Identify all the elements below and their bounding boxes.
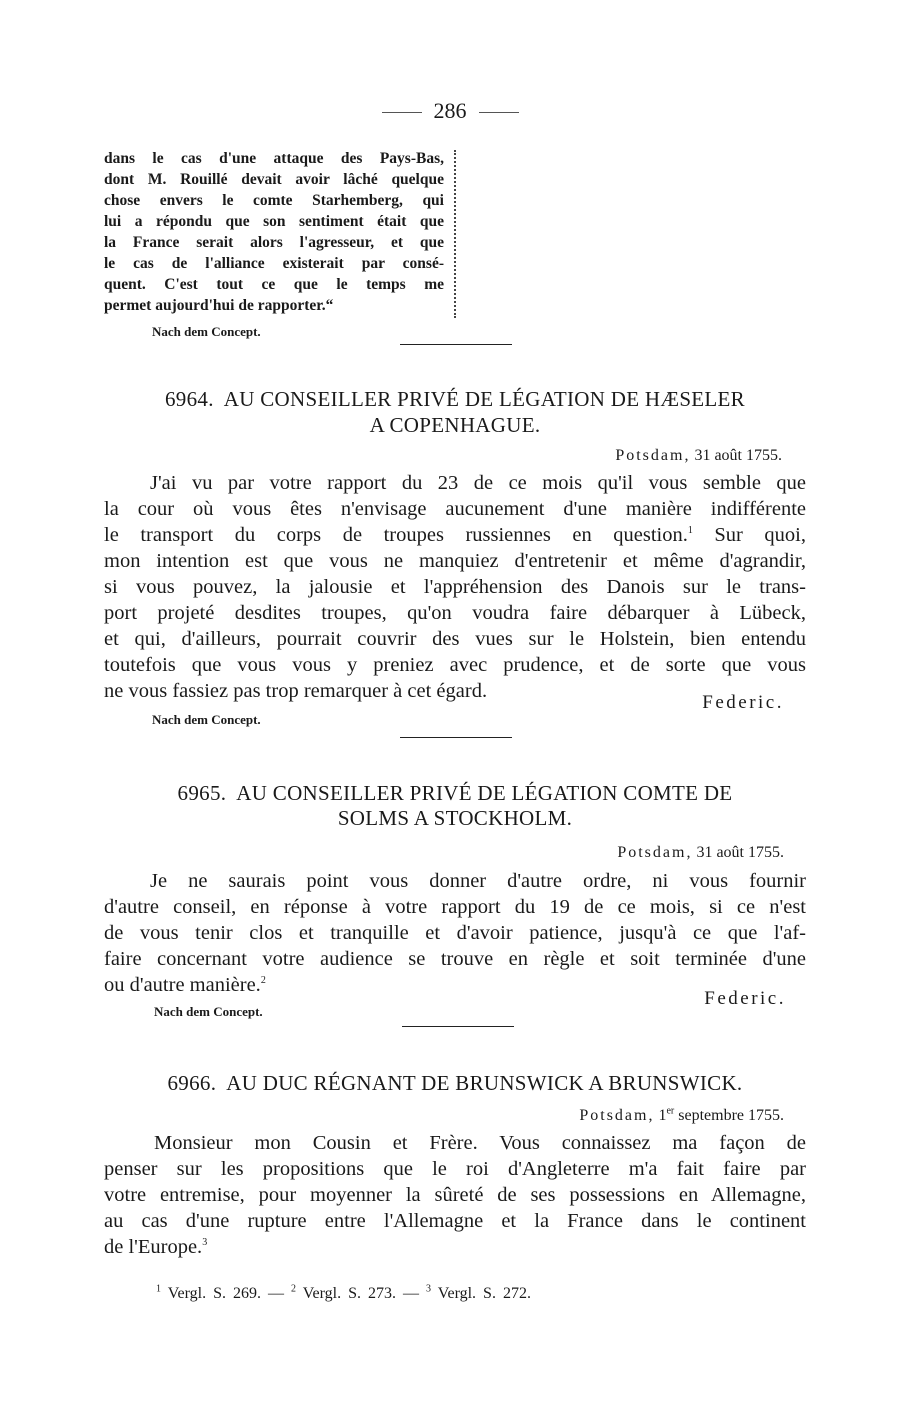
dateline-ordinal-suffix: er	[666, 1105, 675, 1117]
footnotes	[156, 1284, 531, 1304]
section-divider	[400, 344, 512, 345]
footnote-ref: 2	[260, 975, 266, 987]
dateline-date: 31 août 1755.	[696, 844, 784, 861]
body-line: de vous tenir clos et tranquille et d'avoir patience, jusqu'à ce que l'af-	[104, 922, 806, 944]
letter-recipient: AU CONSEILLER PRIVÉ DE LÉGATION DE HÆSELER	[223, 387, 745, 411]
signature: Federic.	[704, 988, 786, 1009]
body-line: J'ai vu par votre rapport du 23 de ce mois qu'il vous semble que	[150, 472, 806, 494]
body-line: mon intention est que vous ne manquiez d'entretenir et même d'agrandir,	[104, 550, 806, 572]
letter-recipient: AU CONSEILLER PRIVÉ DE LÉGATION COMTE DE	[236, 781, 733, 805]
letter-heading-line2: A COPENHAGUE.	[369, 413, 541, 437]
quote-line: le cas de l'alliance existerait par consé-	[104, 255, 444, 272]
header-dash-left	[382, 112, 422, 113]
page-header	[0, 98, 900, 124]
body-line-part: ou d'autre manière.	[104, 974, 261, 996]
dateline	[579, 1106, 784, 1126]
body-line-part: de l'Europe.	[104, 1236, 203, 1258]
continued-quote	[104, 148, 444, 316]
body-line-with-note	[104, 972, 806, 998]
dateline-date: septembre 1755.	[678, 1107, 784, 1124]
footnote-separator: —	[267, 1285, 284, 1302]
section-divider	[400, 737, 512, 738]
letter-body	[104, 470, 806, 704]
body-line: ne vous fassiez pas trop remarquer à cet égard.	[104, 680, 488, 702]
body-line-with-note	[104, 1234, 806, 1260]
body-line: si vous pouvez, la jalousie et l'appréhension des Danois sur le trans-	[104, 576, 806, 598]
body-line: port projeté desdites troupes, qu'on voudra faire débarquer à Lübeck,	[104, 602, 806, 624]
letter-heading-line2: SOLMS A STOCKHOLM.	[337, 806, 573, 830]
dateline-place: Potsdam,	[615, 447, 691, 464]
quote-line: quent. C'est tout ce que le temps me	[104, 276, 444, 293]
quote-line: permet aujourd'hui de rapporter.“	[104, 297, 334, 314]
quote-line: la France serait alors l'agresseur, et que	[104, 234, 444, 251]
footnote-text: Vergl. S. 272.	[437, 1285, 531, 1302]
body-line: au cas d'une rupture entre l'Allemagne et la France dans le continent	[104, 1210, 806, 1232]
dateline	[617, 843, 784, 863]
letter-heading	[104, 386, 806, 412]
quote-line: dont M. Rouillé devait avoir lâché quelque	[104, 171, 444, 188]
body-line: et qui, d'ailleurs, pourrait couvrir des vues sur le Holstein, bien entendu	[104, 628, 806, 650]
header-dash-right	[479, 112, 519, 113]
quote-line: dans le cas d'une attaque des Pays-Bas,	[104, 150, 444, 167]
body-line: toutefois que vous vous y preniez avec prudence, et de sorte que vous	[104, 654, 806, 676]
footnote-marker: 3	[425, 1283, 431, 1295]
letter-body	[104, 868, 806, 998]
body-line: la cour où vous êtes n'envisage aucunement d'une manière indifférente	[104, 498, 806, 520]
body-line: faire concernant votre audience se trouve en règle et soit terminée d'une	[104, 948, 806, 970]
letter-heading	[104, 1070, 806, 1096]
letter-body	[104, 1130, 806, 1260]
footnote-separator: —	[402, 1285, 419, 1302]
column-dotted-rule	[454, 150, 456, 318]
letter-number: 6965.	[177, 781, 227, 805]
body-line: votre entremise, pour moyenner la sûreté de ses possessions en Allemagne,	[104, 1184, 806, 1206]
signature: Federic.	[702, 692, 784, 713]
dateline-ordinal: 1	[658, 1107, 667, 1124]
page-number: 286	[433, 98, 467, 123]
body-line-part: le transport du corps de troupes russiennes en question.	[104, 524, 688, 546]
dateline-date: 31 août 1755.	[694, 447, 782, 464]
letter-number: 6964.	[165, 387, 214, 411]
body-line-part: Sur quoi,	[714, 524, 806, 546]
letter-number: 6966.	[167, 1071, 217, 1095]
footnote-text: Vergl. S. 273.	[302, 1285, 396, 1302]
quote-line: lui a répondu que son sentiment était que	[104, 213, 444, 230]
source-note: Nach dem Concept.	[152, 324, 261, 339]
source-note: Nach dem Concept.	[152, 712, 261, 727]
footnote-marker: 2	[290, 1283, 296, 1295]
body-line: Monsieur mon Cousin et Frère. Vous connaissez ma façon de	[154, 1132, 806, 1154]
footnote-ref: 1	[687, 525, 693, 537]
dateline-place: Potsdam,	[579, 1107, 655, 1124]
body-line: penser sur les propositions que le roi d'Angleterre m'a fait faire par	[104, 1158, 806, 1180]
footnote-marker: 1	[156, 1283, 161, 1295]
dateline	[615, 446, 782, 466]
quote-line: chose envers le comte Starhemberg, qui	[104, 192, 444, 209]
letter-heading	[104, 780, 806, 806]
body-line: d'autre conseil, en réponse à votre rapport du 19 de ce mois, si ce n'est	[104, 896, 806, 918]
letter-recipient: AU DUC RÉGNANT DE BRUNSWICK A BRUNSWICK.	[226, 1071, 743, 1095]
footnote-ref: 3	[202, 1237, 208, 1249]
body-line: Je ne saurais point vous donner d'autre ordre, ni vous fournir	[150, 870, 806, 892]
source-note: Nach dem Concept.	[154, 1004, 263, 1019]
dateline-place: Potsdam,	[617, 844, 693, 861]
footnote-text: Vergl. S. 269.	[167, 1285, 261, 1302]
body-line-with-note	[104, 522, 806, 548]
section-divider	[402, 1026, 514, 1027]
